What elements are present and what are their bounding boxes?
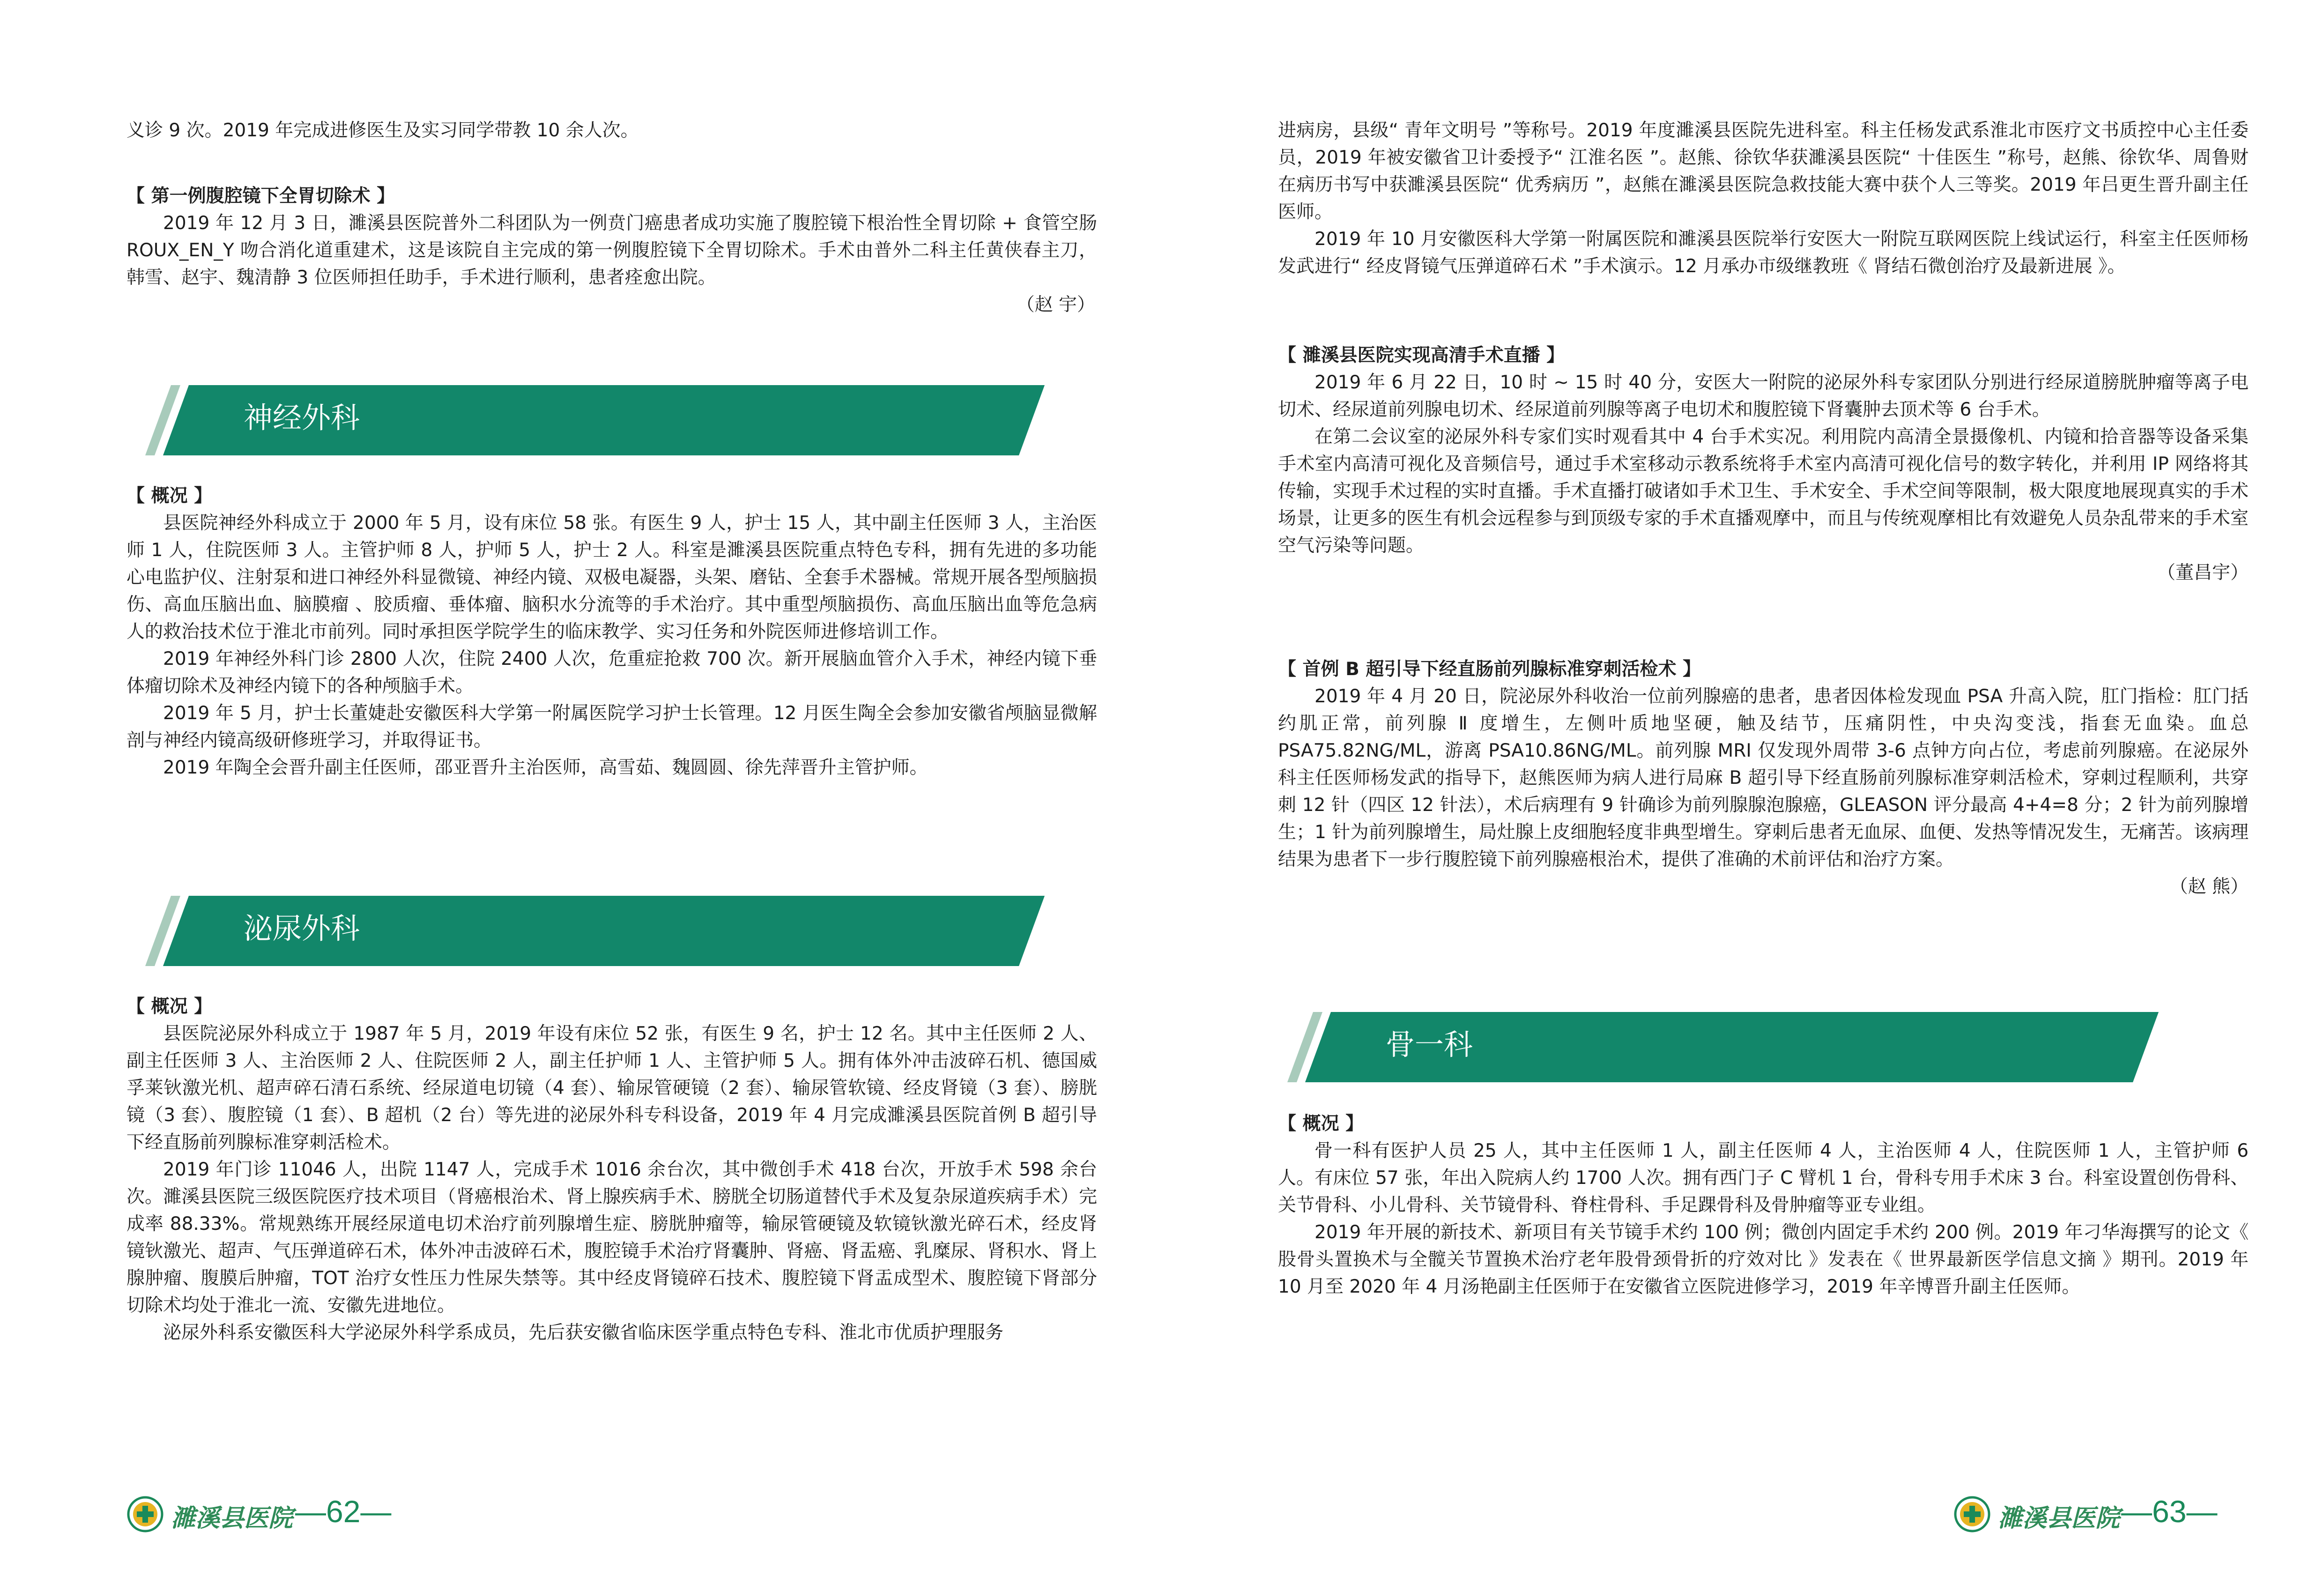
article-prostate-biopsy bbox=[1278, 656, 2249, 900]
left-intro-tail: 义诊 9 次。2019 年完成进修医生及实习同学带教 10 余人次。 bbox=[126, 120, 639, 141]
article-signature: （赵 宇） bbox=[1016, 294, 1095, 315]
section-title: 泌尿外科 bbox=[244, 911, 360, 945]
article-paragraph: 在第二会议室的泌尿外科专家们实时观看其中 4 台手术实况。利用院内高清全景摄像机、内镜和拾音器等设备采集手术室内高清可视化及音频信号，通过手术室移动示教系统将手术室内高清可视化信号的数字转化，并利用 IP 网络将其传输，实现手术过程的实时直播。手术直播打破诸如手术卫生、手术安全、手术空间等限制，极大限度地展现真实的手术场景，让更多的医生有机会远程参与到顶级专家的手术直播观摩中，而且与传统观摩相比有效避免人员杂乱带来的手术室空气污染等问题。 bbox=[1278, 426, 2249, 556]
article-heading: 【 濉溪县医院实现高清手术直播 】 bbox=[1278, 345, 1565, 366]
article-heading: 【 第一例腹腔镜下全胃切除术 】 bbox=[126, 186, 395, 207]
section-paragraph: 县医院泌尿外科成立于 1987 年 5 月，2019 年设有床位 52 张，有医生 9 名，护士 12 名。其中主任医师 2 人、副主任医师 3 人、主治医师 2 人、住院医师 2 人，副主任护师 1 人、主管护师 5 人。拥有体外冲击波碎石机、德国威孚莱钬激光机、超声碎石清石系统、经尿道电切镜（4 套）、输尿管硬镜（2 套）、输尿管软镜、经皮肾镜（3 套）、膀胱镜（3 套）、腹腔镜（1 套）、B 超机（2 台）等先进的泌尿外科专科设备，2019 年 4 月完成濉溪县医院首例 B 超引导下经直肠前列腺标准穿刺活检术。 bbox=[126, 1023, 1097, 1153]
article-heading: 【 首例 B 超引导下经直肠前列腺标准穿刺活检术 】 bbox=[1278, 659, 1701, 680]
article-paragraph: 2019 年 12 月 3 日，濉溪县医院普外二科团队为一例贲门癌患者成功实施了腹腔镜下根治性全胃切除 + 食管空肠 ROUX_EN_Y 吻合消化道重建术，这是该院自主完成的第一例腹腔镜下全胃切除术。手术由普外二科主任黄侠春主刀，韩雪、赵宇、魏清静 3 位医师担任助手，手术进行顺利，患者痊愈出院。 bbox=[126, 213, 1097, 288]
hospital-logo-icon bbox=[1953, 1495, 1991, 1535]
article-hd-surgery-broadcast bbox=[1278, 342, 2249, 587]
article-paragraph: 2019 年 4 月 20 日，院泌尿外科收治一位前列腺癌的患者，患者因体检发现血 PSA 升高入院，肛门指检：肛门括约肌正常，前列腺 Ⅱ 度增生，左侧叶质地坚硬，触及结节，压痛阴性，中央沟变浅，指套无血染。血总 PSA75.82NG/ML，游离 PSA10.86NG/ML。前列腺 MRI 仅发现外周带 3-6 点钟方向占位，考虑前列腺癌。在泌尿外科主任医师杨发武的指导下，赵熊医师为病人进行局麻 B 超引导下经直肠前列腺标准穿刺活检术，穿刺过程顺利，共穿刺 12 针（四区 12 针法），术后病理有 9 针确诊为前列腺腺泡腺癌，GLEASON 评分最高 4+4=8 分；2 针为前列腺增生；1 针为前列腺增生，局灶腺上皮细胞轻度非典型增生。穿刺后患者无血尿、血便、发热等情况发生，无痛苦。该病理结果为患者下一步行腹腔镜下前列腺癌根治术，提供了准确的术前评估和治疗方案。 bbox=[1278, 686, 2249, 870]
right-intro bbox=[1278, 117, 2249, 280]
section-paragraph: 2019 年陶全会晋升副主任医师，邵亚晋升主治医师，高雪茹、魏圆圆、徐先萍晋升主管护师。 bbox=[163, 757, 928, 778]
section-paragraph: 2019 年 5 月，护士长董婕赴安徽医科大学第一附属医院学习护士长管理。12 月医生陶全会参加安徽省颅脑显微解剖与神经内镜高级研修班学习，并取得证书。 bbox=[126, 703, 1097, 751]
section-paragraph: 泌尿外科系安徽医科大学泌尿外科学系成员，先后获安徽省临床医学重点特色专科、淮北市优质护理服务 bbox=[163, 1322, 1004, 1343]
footer-hospital-name: 濉溪县医院 bbox=[171, 1504, 293, 1532]
section-paragraph: 2019 年开展的新技术、新项目有关节镜手术约 100 例；微创内固定手术约 200 例。2019 年刁华海撰写的论文《 股骨头置换术与全髋关节置换术治疗老年股骨颈骨折的疗效对比 》发表在《 世界最新医学信息文摘 》期刊。2019 年 10 月至 2020 年 4 月汤艳副主任医师于在安徽省立医院进修学习，2019 年辛博晋升副主任医师。 bbox=[1278, 1222, 2249, 1297]
section-orthopedics-body bbox=[1278, 1110, 2249, 1301]
article-signature: （董昌宇） bbox=[2157, 562, 2249, 583]
section-neurosurgery-body bbox=[126, 483, 1097, 781]
article-laparoscopic-gastrectomy bbox=[126, 183, 1097, 319]
section-paragraph: 骨一科有医护人员 25 人，其中主任医师 1 人，副主任医师 4 人，主治医师 4 人，住院医师 1 人，主管护师 6 人。有床位 57 张，年出入院病人约 1700 人次。拥有西门子 C 臂机 1 台，骨科专用手术床 3 台。科室设置创伤骨科、关节骨科、小儿骨科、关节镜骨科、脊柱骨科、手足踝骨科及骨肿瘤等亚专业组。 bbox=[1278, 1140, 2249, 1216]
section-title: 骨一科 bbox=[1386, 1027, 1473, 1062]
section-heading: 【 概况 】 bbox=[126, 996, 213, 1017]
section-title: 神经外科 bbox=[244, 401, 360, 435]
section-urology-body bbox=[126, 993, 1097, 1346]
page-number: —62— bbox=[295, 1494, 392, 1529]
hospital-logo-icon bbox=[126, 1495, 164, 1535]
section-paragraph: 县医院神经外科成立于 2000 年 5 月，设有床位 58 张。有医生 9 人，护士 15 人，其中副主任医师 3 人，主治医师 1 人，住院医师 3 人。主管护师 8 人，护师 5 人，护士 2 人。科室是濉溪县医院重点特色专科，拥有先进的多功能心电监护仪、注射泵和进口神经外科显微镜、神经内镜、双极电凝器，头架、磨钻、全套手术器械。常规开展各型颅脑损伤、高血压脑出血、脑膜瘤 、胶质瘤、垂体瘤、脑积水分流等的手术治疗。其中重型颅脑损伤、高血压脑出血等危急病人的救治技术位于淮北市前列。同时承担医学院学生的临床教学、实习任务和外院医师进修培训工作。 bbox=[126, 513, 1097, 642]
footer-hospital-name: 濉溪县医院 bbox=[1998, 1504, 2120, 1532]
section-heading: 【 概况 】 bbox=[126, 485, 213, 506]
section-paragraph: 2019 年神经外科门诊 2800 人次，住院 2400 人次，危重症抢救 700 次。新开展脑血管介入手术，神经内镜下垂体瘤切除术及神经内镜下的各种颅脑手术。 bbox=[126, 648, 1097, 697]
page-number: —63— bbox=[2121, 1494, 2218, 1529]
article-paragraph: 2019 年 6 月 22 日，10 时 ~ 15 时 40 分，安医大一附院的泌尿外科专家团队分别进行经尿道膀胱肿瘤等离子电切术、经尿道前列腺电切术、经尿道前列腺等离子电切术和腹腔镜下肾囊肿去顶术等 6 台手术。 bbox=[1278, 372, 2249, 420]
article-signature: （赵 熊） bbox=[2169, 876, 2249, 897]
section-paragraph: 2019 年门诊 11046 人，出院 1147 人，完成手术 1016 余台次，其中微创手术 418 台次，开放手术 598 余台次。濉溪县医院三级医院医疗技术项目（肾癌根治术、肾上腺疾病手术、膀胱全切肠道替代手术及复杂尿道疾病手术）完成率 88.33%。常规熟练开展经尿道电切术治疗前列腺增生症、膀胱肿瘤等，输尿管硬镜及软镜钬激光碎石术，经皮肾镜钬激光、超声、气压弹道碎石术，体外冲击波碎石术，腹腔镜手术治疗肾囊肿、肾癌、肾盂癌、乳糜尿、肾积水、肾上腺肿瘤、腹膜后肿瘤，TOT 治疗女性压力性尿失禁等。其中经皮肾镜碎石技术、腹腔镜下肾盂成型术、腹腔镜下肾部分切除术均处于淮北一流、安徽先进地位。 bbox=[126, 1159, 1097, 1316]
section-banner-urology bbox=[126, 891, 1045, 966]
intro-paragraph: 2019 年 10 月安徽医科大学第一附属医院和濉溪县医院举行安医大一附院互联网医院上线试运行，科室主任医师杨发武进行“ 经皮肾镜气压弹道碎石术 ”手术演示。12 月承办市级继教班《 肾结石微创治疗及最新进展 》。 bbox=[1278, 229, 2249, 277]
section-heading: 【 概况 】 bbox=[1278, 1113, 1364, 1134]
intro-paragraph: 进病房，县级“ 青年文明号 ”等称号。2019 年度濉溪县医院先进科室。科主任杨发武系淮北市医疗文书质控中心主任委员，2019 年被安徽省卫计委授予“ 江淮名医 ”。赵熊、徐钦华获濉溪县医院“ 十佳医生 ”称号，赵熊、徐钦华、周鲁财在病历书写中获濉溪县医院“ 优秀病历 ”，赵熊在濉溪县医院急救技能大赛中获个人三等奖。2019 年吕更生晋升副主任医师。 bbox=[1278, 120, 2249, 223]
section-banner-orthopedics bbox=[1269, 1007, 2159, 1082]
section-banner-neurosurgery bbox=[126, 380, 1045, 455]
